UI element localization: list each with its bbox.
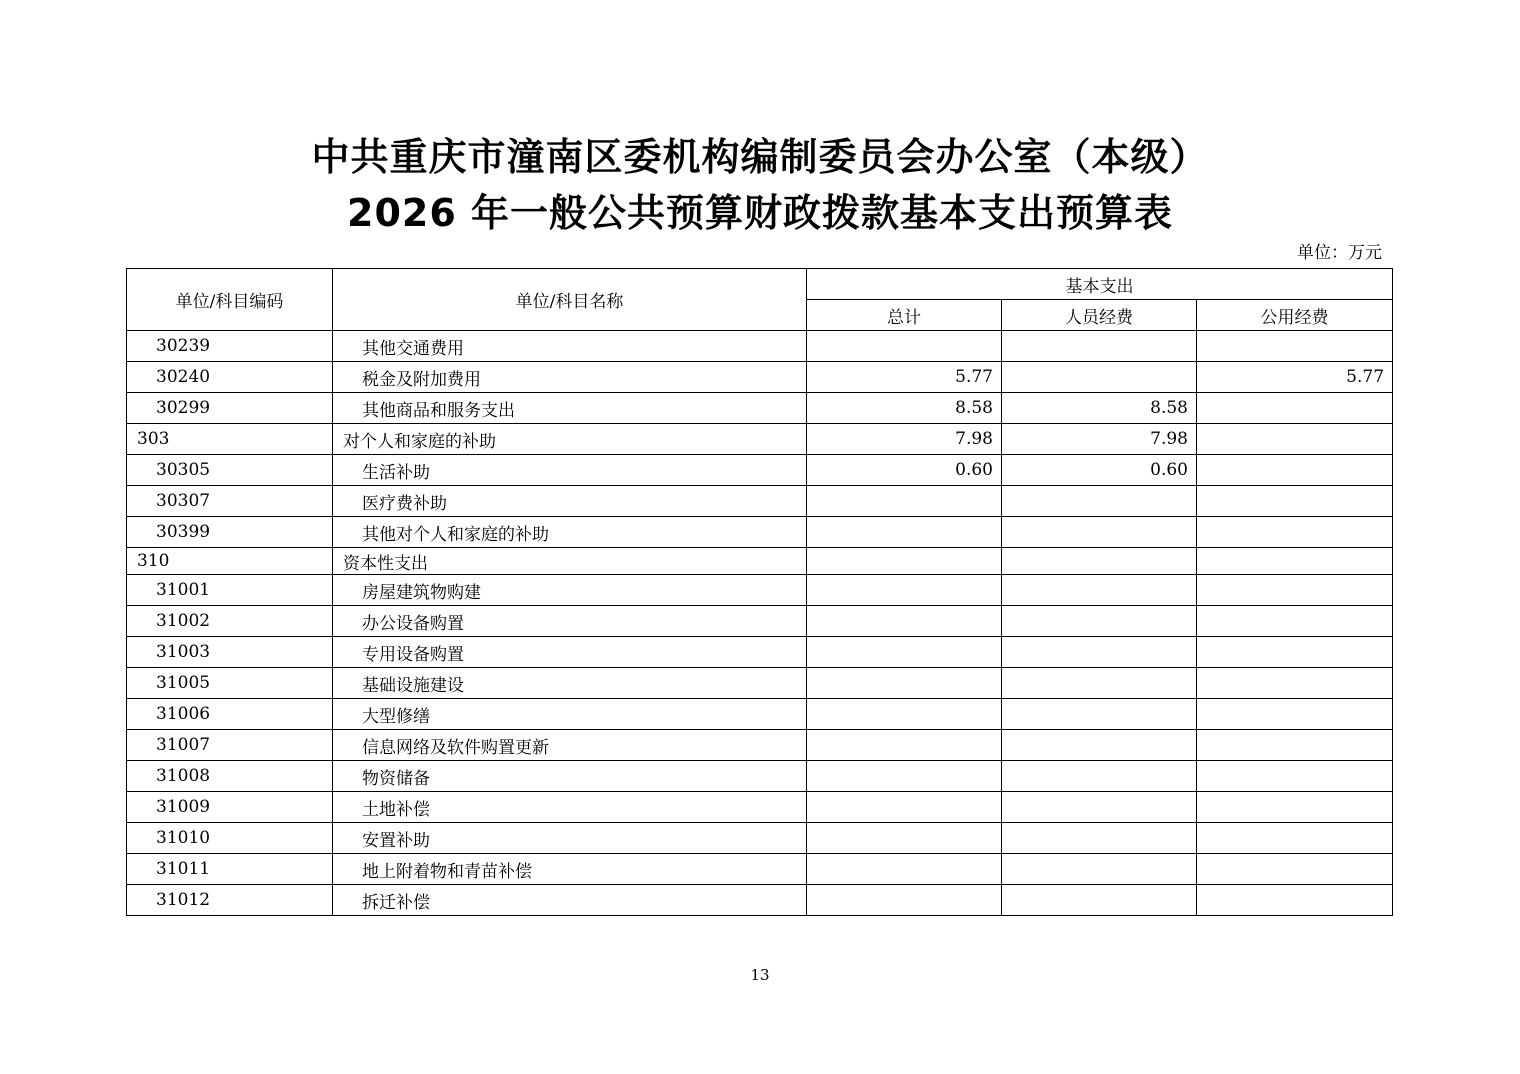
cell-total [807, 668, 1002, 699]
cell-name: 对个人和家庭的补助 [333, 424, 807, 455]
cell-total [807, 854, 1002, 885]
cell-total [807, 606, 1002, 637]
cell-total [807, 548, 1002, 575]
cell-total: 0.60 [807, 455, 1002, 486]
table-row [127, 668, 1393, 699]
cell-code: 30299 [127, 393, 333, 424]
document-title-line2: 2026 年一般公共预算财政拨款基本支出预算表 [347, 191, 1173, 235]
cell-public [1197, 548, 1393, 575]
cell-code: 310 [127, 548, 333, 575]
header-total: 总计 [807, 300, 1002, 331]
cell-public [1197, 761, 1393, 792]
cell-public [1197, 637, 1393, 668]
cell-public [1197, 854, 1393, 885]
cell-code: 31001 [127, 575, 333, 606]
table-row [127, 575, 1393, 606]
cell-personnel [1002, 637, 1197, 668]
cell-code: 31005 [127, 668, 333, 699]
cell-personnel [1002, 730, 1197, 761]
cell-total [807, 792, 1002, 823]
cell-total [807, 730, 1002, 761]
header-personnel: 人员经费 [1002, 300, 1197, 331]
cell-personnel [1002, 517, 1197, 548]
cell-personnel [1002, 854, 1197, 885]
cell-code: 30239 [127, 331, 333, 362]
cell-name: 地上附着物和青苗补偿 [333, 854, 807, 885]
cell-total [807, 517, 1002, 548]
cell-personnel [1002, 606, 1197, 637]
cell-personnel: 7.98 [1002, 424, 1197, 455]
cell-name: 大型修缮 [333, 699, 807, 730]
cell-personnel: 0.60 [1002, 455, 1197, 486]
table-row [127, 885, 1393, 916]
cell-public [1197, 424, 1393, 455]
cell-code: 30240 [127, 362, 333, 393]
cell-total [807, 575, 1002, 606]
cell-total [807, 331, 1002, 362]
cell-code: 31012 [127, 885, 333, 916]
cell-code: 31002 [127, 606, 333, 637]
cell-personnel [1002, 575, 1197, 606]
cell-public [1197, 885, 1393, 916]
cell-public [1197, 393, 1393, 424]
table-row [127, 761, 1393, 792]
cell-name: 其他对个人和家庭的补助 [333, 517, 807, 548]
cell-name: 其他交通费用 [333, 331, 807, 362]
document-title-line1: 中共重庆市潼南区委机构编制委员会办公室（本级） [311, 135, 1209, 179]
cell-name: 房屋建筑物购建 [333, 575, 807, 606]
cell-total [807, 885, 1002, 916]
table-row [127, 823, 1393, 854]
cell-name: 生活补助 [333, 455, 807, 486]
cell-name: 专用设备购置 [333, 637, 807, 668]
cell-personnel [1002, 885, 1197, 916]
cell-name: 安置补助 [333, 823, 807, 854]
cell-name: 基础设施建设 [333, 668, 807, 699]
cell-personnel [1002, 699, 1197, 730]
cell-personnel [1002, 792, 1197, 823]
table-row [127, 517, 1393, 548]
table-row [127, 854, 1393, 885]
table-row [127, 548, 1393, 575]
header-basic-expenditure: 基本支出 [807, 269, 1393, 300]
cell-name: 资本性支出 [333, 548, 807, 575]
cell-total: 8.58 [807, 393, 1002, 424]
cell-public [1197, 730, 1393, 761]
cell-code: 31009 [127, 792, 333, 823]
cell-name: 物资储备 [333, 761, 807, 792]
cell-code: 30307 [127, 486, 333, 517]
cell-public [1197, 517, 1393, 548]
cell-code: 31011 [127, 854, 333, 885]
cell-personnel [1002, 362, 1197, 393]
table-row [127, 362, 1393, 393]
cell-public [1197, 455, 1393, 486]
cell-name: 税金及附加费用 [333, 362, 807, 393]
cell-code: 30399 [127, 517, 333, 548]
cell-total [807, 761, 1002, 792]
cell-name: 拆迁补偿 [333, 885, 807, 916]
header-name: 单位/科目名称 [333, 269, 807, 331]
cell-public [1197, 575, 1393, 606]
cell-personnel [1002, 668, 1197, 699]
table-row [127, 424, 1393, 455]
cell-total [807, 486, 1002, 517]
cell-public [1197, 792, 1393, 823]
cell-total: 7.98 [807, 424, 1002, 455]
budget-table [126, 268, 1393, 916]
cell-personnel [1002, 486, 1197, 517]
cell-personnel [1002, 761, 1197, 792]
cell-total [807, 823, 1002, 854]
cell-public: 5.77 [1197, 362, 1393, 393]
table-body [127, 331, 1393, 916]
cell-public [1197, 823, 1393, 854]
cell-code: 31007 [127, 730, 333, 761]
cell-personnel [1002, 823, 1197, 854]
cell-public [1197, 486, 1393, 517]
header-code: 单位/科目编码 [127, 269, 333, 331]
cell-code: 303 [127, 424, 333, 455]
table-row [127, 730, 1393, 761]
cell-name: 医疗费补助 [333, 486, 807, 517]
cell-public [1197, 331, 1393, 362]
header-public: 公用经费 [1197, 300, 1393, 331]
table-row [127, 792, 1393, 823]
cell-name: 信息网络及软件购置更新 [333, 730, 807, 761]
cell-name: 土地补偿 [333, 792, 807, 823]
cell-code: 31010 [127, 823, 333, 854]
cell-public [1197, 668, 1393, 699]
cell-code: 31003 [127, 637, 333, 668]
cell-personnel [1002, 548, 1197, 575]
cell-public [1197, 699, 1393, 730]
table-row [127, 393, 1393, 424]
page-number: 13 [750, 966, 770, 984]
cell-public [1197, 606, 1393, 637]
cell-total: 5.77 [807, 362, 1002, 393]
cell-code: 30305 [127, 455, 333, 486]
table-row [127, 486, 1393, 517]
cell-code: 31006 [127, 699, 333, 730]
table-row [127, 331, 1393, 362]
cell-total [807, 699, 1002, 730]
cell-total [807, 637, 1002, 668]
cell-name: 办公设备购置 [333, 606, 807, 637]
cell-code: 31008 [127, 761, 333, 792]
cell-name: 其他商品和服务支出 [333, 393, 807, 424]
cell-personnel [1002, 331, 1197, 362]
cell-personnel: 8.58 [1002, 393, 1197, 424]
table-row [127, 699, 1393, 730]
table-row [127, 455, 1393, 486]
table-row [127, 606, 1393, 637]
table-row [127, 637, 1393, 668]
unit-label: 单位：万元 [1297, 243, 1382, 263]
